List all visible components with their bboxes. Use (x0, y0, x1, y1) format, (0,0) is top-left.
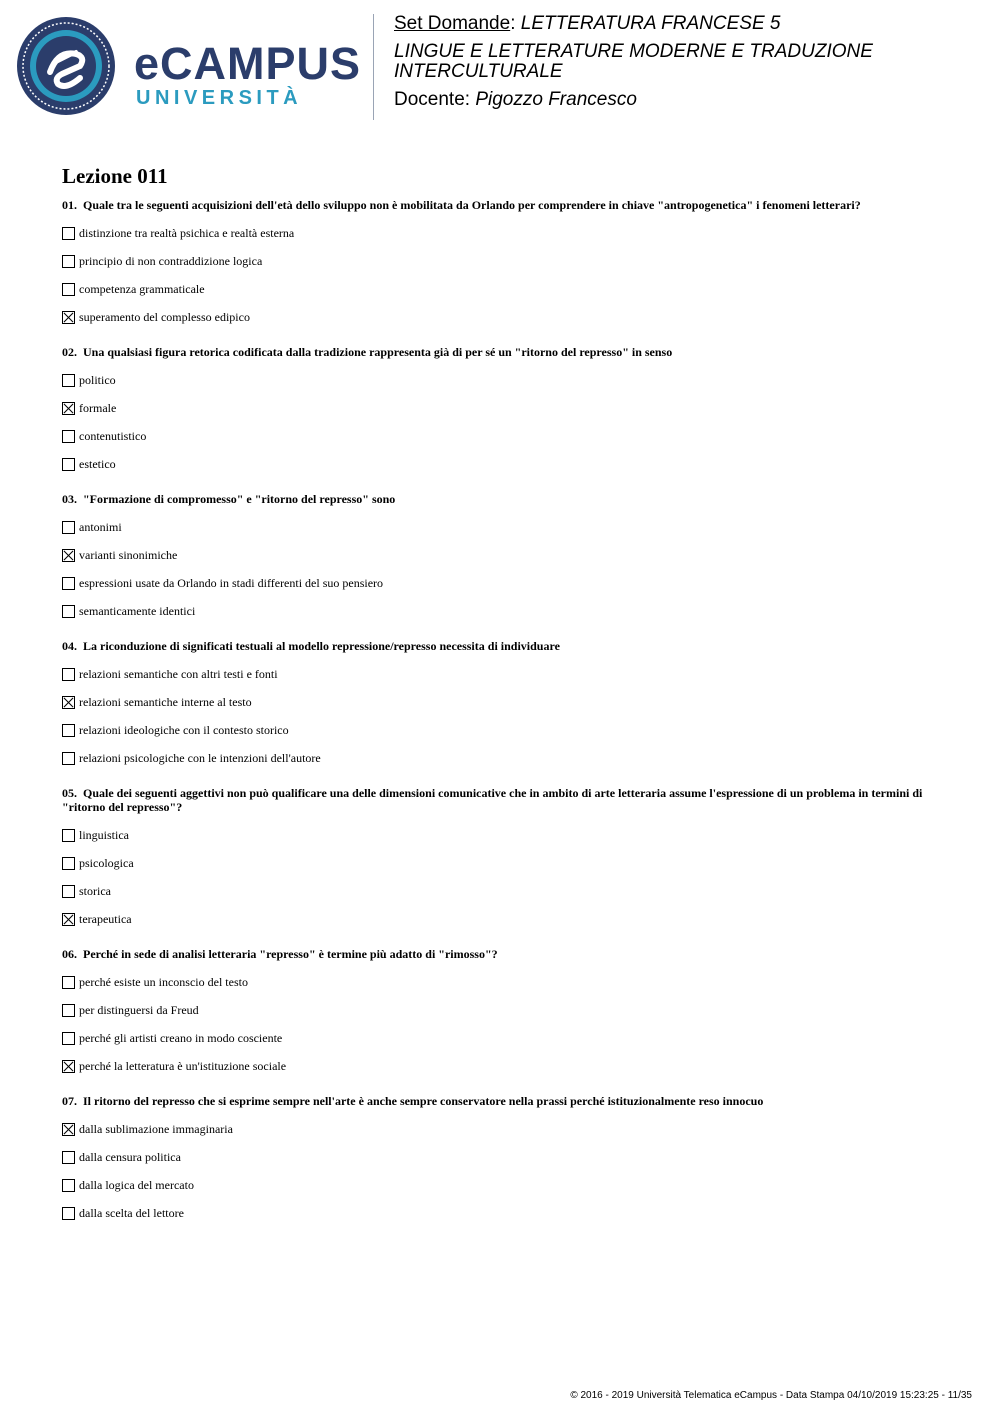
checked-checkbox[interactable] (62, 913, 75, 926)
option-label: superamento del complesso edipico (79, 309, 250, 324)
question-number: 01. (62, 198, 77, 212)
answer-option[interactable] (62, 996, 932, 1024)
question-number: 04. (62, 639, 77, 653)
checkbox[interactable] (62, 430, 75, 443)
option-label: dalla sublimazione immaginaria (79, 1121, 233, 1136)
answer-option[interactable] (62, 877, 932, 905)
checked-checkbox[interactable] (62, 696, 75, 709)
checkbox[interactable] (62, 1151, 75, 1164)
question-number: 03. (62, 492, 77, 506)
answer-option[interactable] (62, 821, 932, 849)
answer-option[interactable] (62, 1024, 932, 1052)
teacher-name: Pigozzo Francesco (475, 89, 637, 110)
page-footer: © 2016 - 2019 Università Telematica eCampus - Data Stampa 04/10/2019 15:23:25 - 11/35 (570, 1390, 972, 1401)
option-label: distinzione tra realtà psichica e realtà esterna (79, 225, 295, 240)
header-info (394, 14, 984, 110)
set-line (394, 14, 984, 34)
answer-option[interactable] (62, 744, 932, 772)
answer-option[interactable] (62, 1199, 932, 1227)
checkbox[interactable] (62, 724, 75, 737)
question-5 (62, 786, 932, 933)
answer-option[interactable] (62, 366, 932, 394)
checkbox[interactable] (62, 752, 75, 765)
answer-option[interactable] (62, 1115, 932, 1143)
option-label: politico (79, 372, 116, 387)
checkbox[interactable] (62, 374, 75, 387)
question-text (62, 492, 932, 506)
question-7 (62, 1094, 932, 1227)
option-label: terapeutica (79, 911, 132, 926)
question-text (62, 639, 932, 653)
question-number: 07. (62, 1094, 77, 1108)
option-label: dalla censura politica (79, 1149, 181, 1164)
checkbox[interactable] (62, 605, 75, 618)
answer-option[interactable] (62, 450, 932, 478)
answer-option[interactable] (62, 219, 932, 247)
option-label: relazioni psicologiche con le intenzioni dell'autore (79, 750, 321, 765)
option-label: relazioni semantiche con altri testi e fonti (79, 666, 278, 681)
checkbox[interactable] (62, 1004, 75, 1017)
question-body: Una qualsiasi figura retorica codificata dalla tradizione rappresenta già di per sé un "ritorno del represso" in senso (83, 345, 673, 359)
lesson-title: Lezione 011 (62, 164, 168, 188)
checkbox[interactable] (62, 976, 75, 989)
question-3 (62, 492, 932, 625)
question-text (62, 947, 932, 961)
question-body: Quale dei seguenti aggettivi non può qualificare una delle dimensioni comunicative che in ambito di arte letteraria assume l'espressione di un problema in termini di "ritorno del represso"? (62, 786, 923, 814)
answer-option[interactable] (62, 513, 932, 541)
question-text (62, 1094, 932, 1108)
question-body: "Formazione di compromesso" e "ritorno del represso" sono (83, 492, 396, 506)
checkbox[interactable] (62, 829, 75, 842)
option-label: relazioni semantiche interne al testo (79, 694, 252, 709)
option-label: psicologica (79, 855, 134, 870)
answer-option[interactable] (62, 303, 932, 331)
option-label: linguistica (79, 827, 129, 842)
checkbox[interactable] (62, 255, 75, 268)
question-1 (62, 198, 932, 331)
main-content (62, 164, 932, 1241)
option-label: relazioni ideologiche con il contesto storico (79, 722, 289, 737)
set-separator: : (510, 13, 521, 34)
option-label: estetico (79, 456, 116, 471)
checkbox[interactable] (62, 1207, 75, 1220)
answer-option[interactable] (62, 1052, 932, 1080)
question-body: La riconduzione di significati testuali al modello repressione/represso necessita di individuare (83, 639, 560, 653)
teacher-line (394, 90, 984, 110)
answer-option[interactable] (62, 688, 932, 716)
question-text (62, 345, 932, 359)
checkbox[interactable] (62, 283, 75, 296)
teacher-label: Docente: (394, 89, 476, 110)
option-label: semanticamente identici (79, 603, 196, 618)
option-label: antonimi (79, 519, 122, 534)
question-6 (62, 947, 932, 1080)
header-divider (373, 14, 374, 120)
answer-option[interactable] (62, 968, 932, 996)
checked-checkbox[interactable] (62, 549, 75, 562)
checkbox[interactable] (62, 227, 75, 240)
question-number: 06. (62, 947, 77, 961)
logo-wordmark: eCAMPUS (134, 38, 362, 89)
checkbox[interactable] (62, 1179, 75, 1192)
question-4 (62, 639, 932, 772)
option-label: perché gli artisti creano in modo cosciente (79, 1030, 283, 1045)
question-list (62, 198, 932, 1227)
option-label: competenza grammaticale (79, 281, 205, 296)
question-body: Il ritorno del represso che si esprime sempre nell'arte è anche sempre conservatore nella prassi perché istituzionalmente reso innocuo (83, 1094, 764, 1108)
checkbox[interactable] (62, 458, 75, 471)
question-text (62, 786, 932, 814)
checkbox[interactable] (62, 577, 75, 590)
answer-option[interactable] (62, 422, 932, 450)
page-header (0, 0, 1000, 130)
checked-checkbox[interactable] (62, 311, 75, 324)
option-label: espressioni usate da Orlando in stadi differenti del suo pensiero (79, 575, 384, 590)
question-number: 02. (62, 345, 77, 359)
option-label: storica (79, 883, 111, 898)
answer-option[interactable] (62, 275, 932, 303)
option-label: perché la letteratura è un'istituzione sociale (79, 1058, 287, 1073)
program-name: LINGUE E LETTERATURE MODERNE E TRADUZIONE INTERCULTURALE (394, 41, 873, 82)
answer-option[interactable] (62, 1171, 932, 1199)
checkbox[interactable] (62, 857, 75, 870)
answer-option[interactable] (62, 541, 932, 569)
answer-option[interactable] (62, 569, 932, 597)
option-label: contenutistico (79, 428, 147, 443)
question-body: Quale tra le seguenti acquisizioni dell'età dello sviluppo non è mobilitata da Orlando per comprendere in chiave "antropogenetica" i fenomeni letterari? (83, 198, 861, 212)
question-2 (62, 345, 932, 478)
checked-checkbox[interactable] (62, 1060, 75, 1073)
answer-option[interactable] (62, 394, 932, 422)
option-label: dalla scelta del lettore (79, 1205, 184, 1220)
option-label: formale (79, 400, 117, 415)
checkbox[interactable] (62, 521, 75, 534)
checkbox[interactable] (62, 1032, 75, 1045)
option-label: perché esiste un inconscio del testo (79, 974, 248, 989)
program-line (394, 42, 984, 82)
question-text (62, 198, 932, 212)
answer-option[interactable] (62, 597, 932, 625)
option-label: varianti sinonimiche (79, 547, 178, 562)
checked-checkbox[interactable] (62, 1123, 75, 1136)
answer-option[interactable] (62, 849, 932, 877)
checkbox[interactable] (62, 668, 75, 681)
answer-option[interactable] (62, 905, 932, 933)
question-body: Perché in sede di analisi letteraria "represso" è termine più adatto di "rimosso"? (83, 947, 498, 961)
answer-option[interactable] (62, 1143, 932, 1171)
course-name: LETTERATURA FRANCESE 5 (520, 13, 781, 34)
answer-option[interactable] (62, 247, 932, 275)
logo-subtitle: UNIVERSITÀ (136, 87, 303, 109)
option-label: dalla logica del mercato (79, 1177, 194, 1192)
option-label: per distinguersi da Freud (79, 1002, 199, 1017)
checked-checkbox[interactable] (62, 402, 75, 415)
question-number: 05. (62, 786, 77, 800)
option-label: principio di non contraddizione logica (79, 253, 263, 268)
answer-option[interactable] (62, 716, 932, 744)
set-label: Set Domande (394, 13, 511, 34)
checkbox[interactable] (62, 885, 75, 898)
answer-option[interactable] (62, 660, 932, 688)
